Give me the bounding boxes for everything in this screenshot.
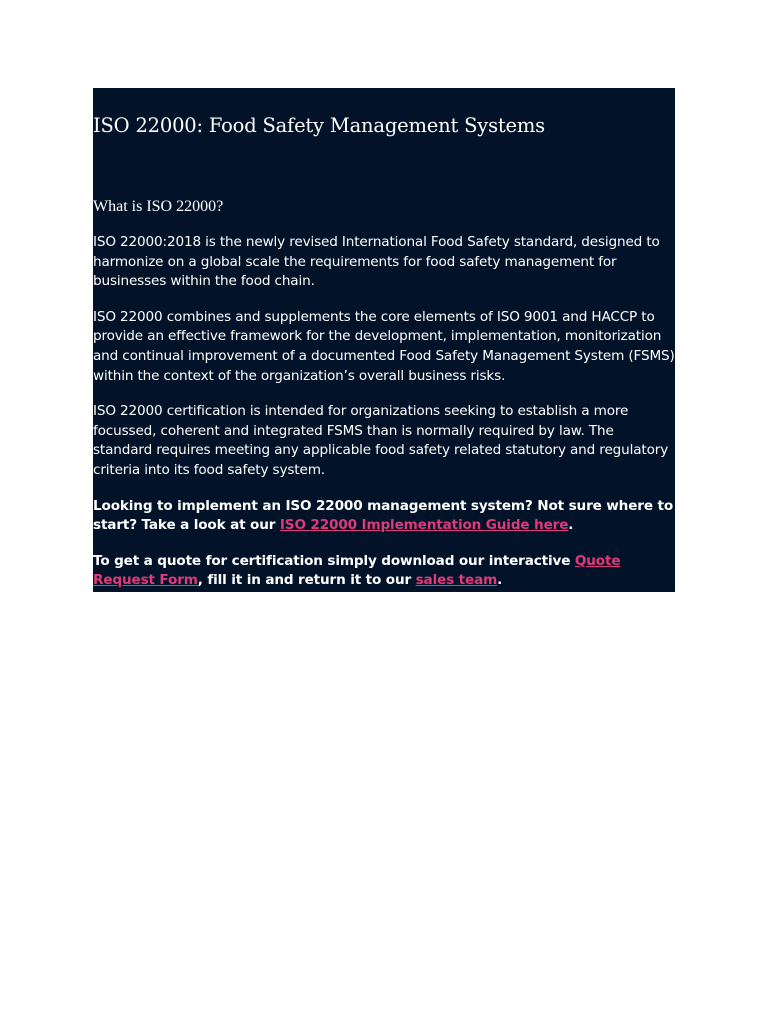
quote-middle-text: , fill it in and return it to our: [197, 572, 416, 589]
implementation-lead-text: Looking to implement an ISO 22000 management system? Not sure where to start? Take a look at our: [93, 497, 674, 534]
article-body: [93, 233, 675, 592]
quote-request-form-link[interactable]: Quote Request Form: [93, 552, 621, 589]
paragraph-certification: ISO 22000 certification is intended for organizations seeking to establish a more focussed, coherent and integrated FSMS than is normally required by law. The standard requires meeting any applicable food safety related statutory and regulatory criteria into its food safety system.: [93, 403, 669, 478]
paragraph-framework: ISO 22000 combines and supplements the core elements of ISO 9001 and HACCP to provide an effective framework for the development, implementation, monitorization and continual improvement of a documented Food Safety Management System (FSMS) within the context of the organization’s overall business risks.: [93, 308, 675, 384]
implementation-guide-link[interactable]: ISO 22000 Implementation Guide here: [279, 517, 569, 534]
quote-lead-text: To get a quote for certification simply download our interactive: [93, 552, 575, 569]
content-panel: [93, 88, 675, 592]
sales-team-link[interactable]: sales team: [415, 572, 498, 589]
paragraph-quote: [93, 552, 675, 591]
paragraph-intro: ISO 22000:2018 is the newly revised International Food Safety standard, designed to harmonize on a global scale the requirements for food safety management for businesses within the food chain.: [93, 234, 660, 290]
page-title: ISO 22000: Food Safety Management Systems: [93, 114, 545, 137]
quote-tail-text: .: [497, 572, 503, 589]
section-heading: What is ISO 22000?: [93, 198, 224, 215]
paragraph-implementation: [93, 497, 675, 536]
implementation-tail-text: .: [568, 517, 574, 534]
